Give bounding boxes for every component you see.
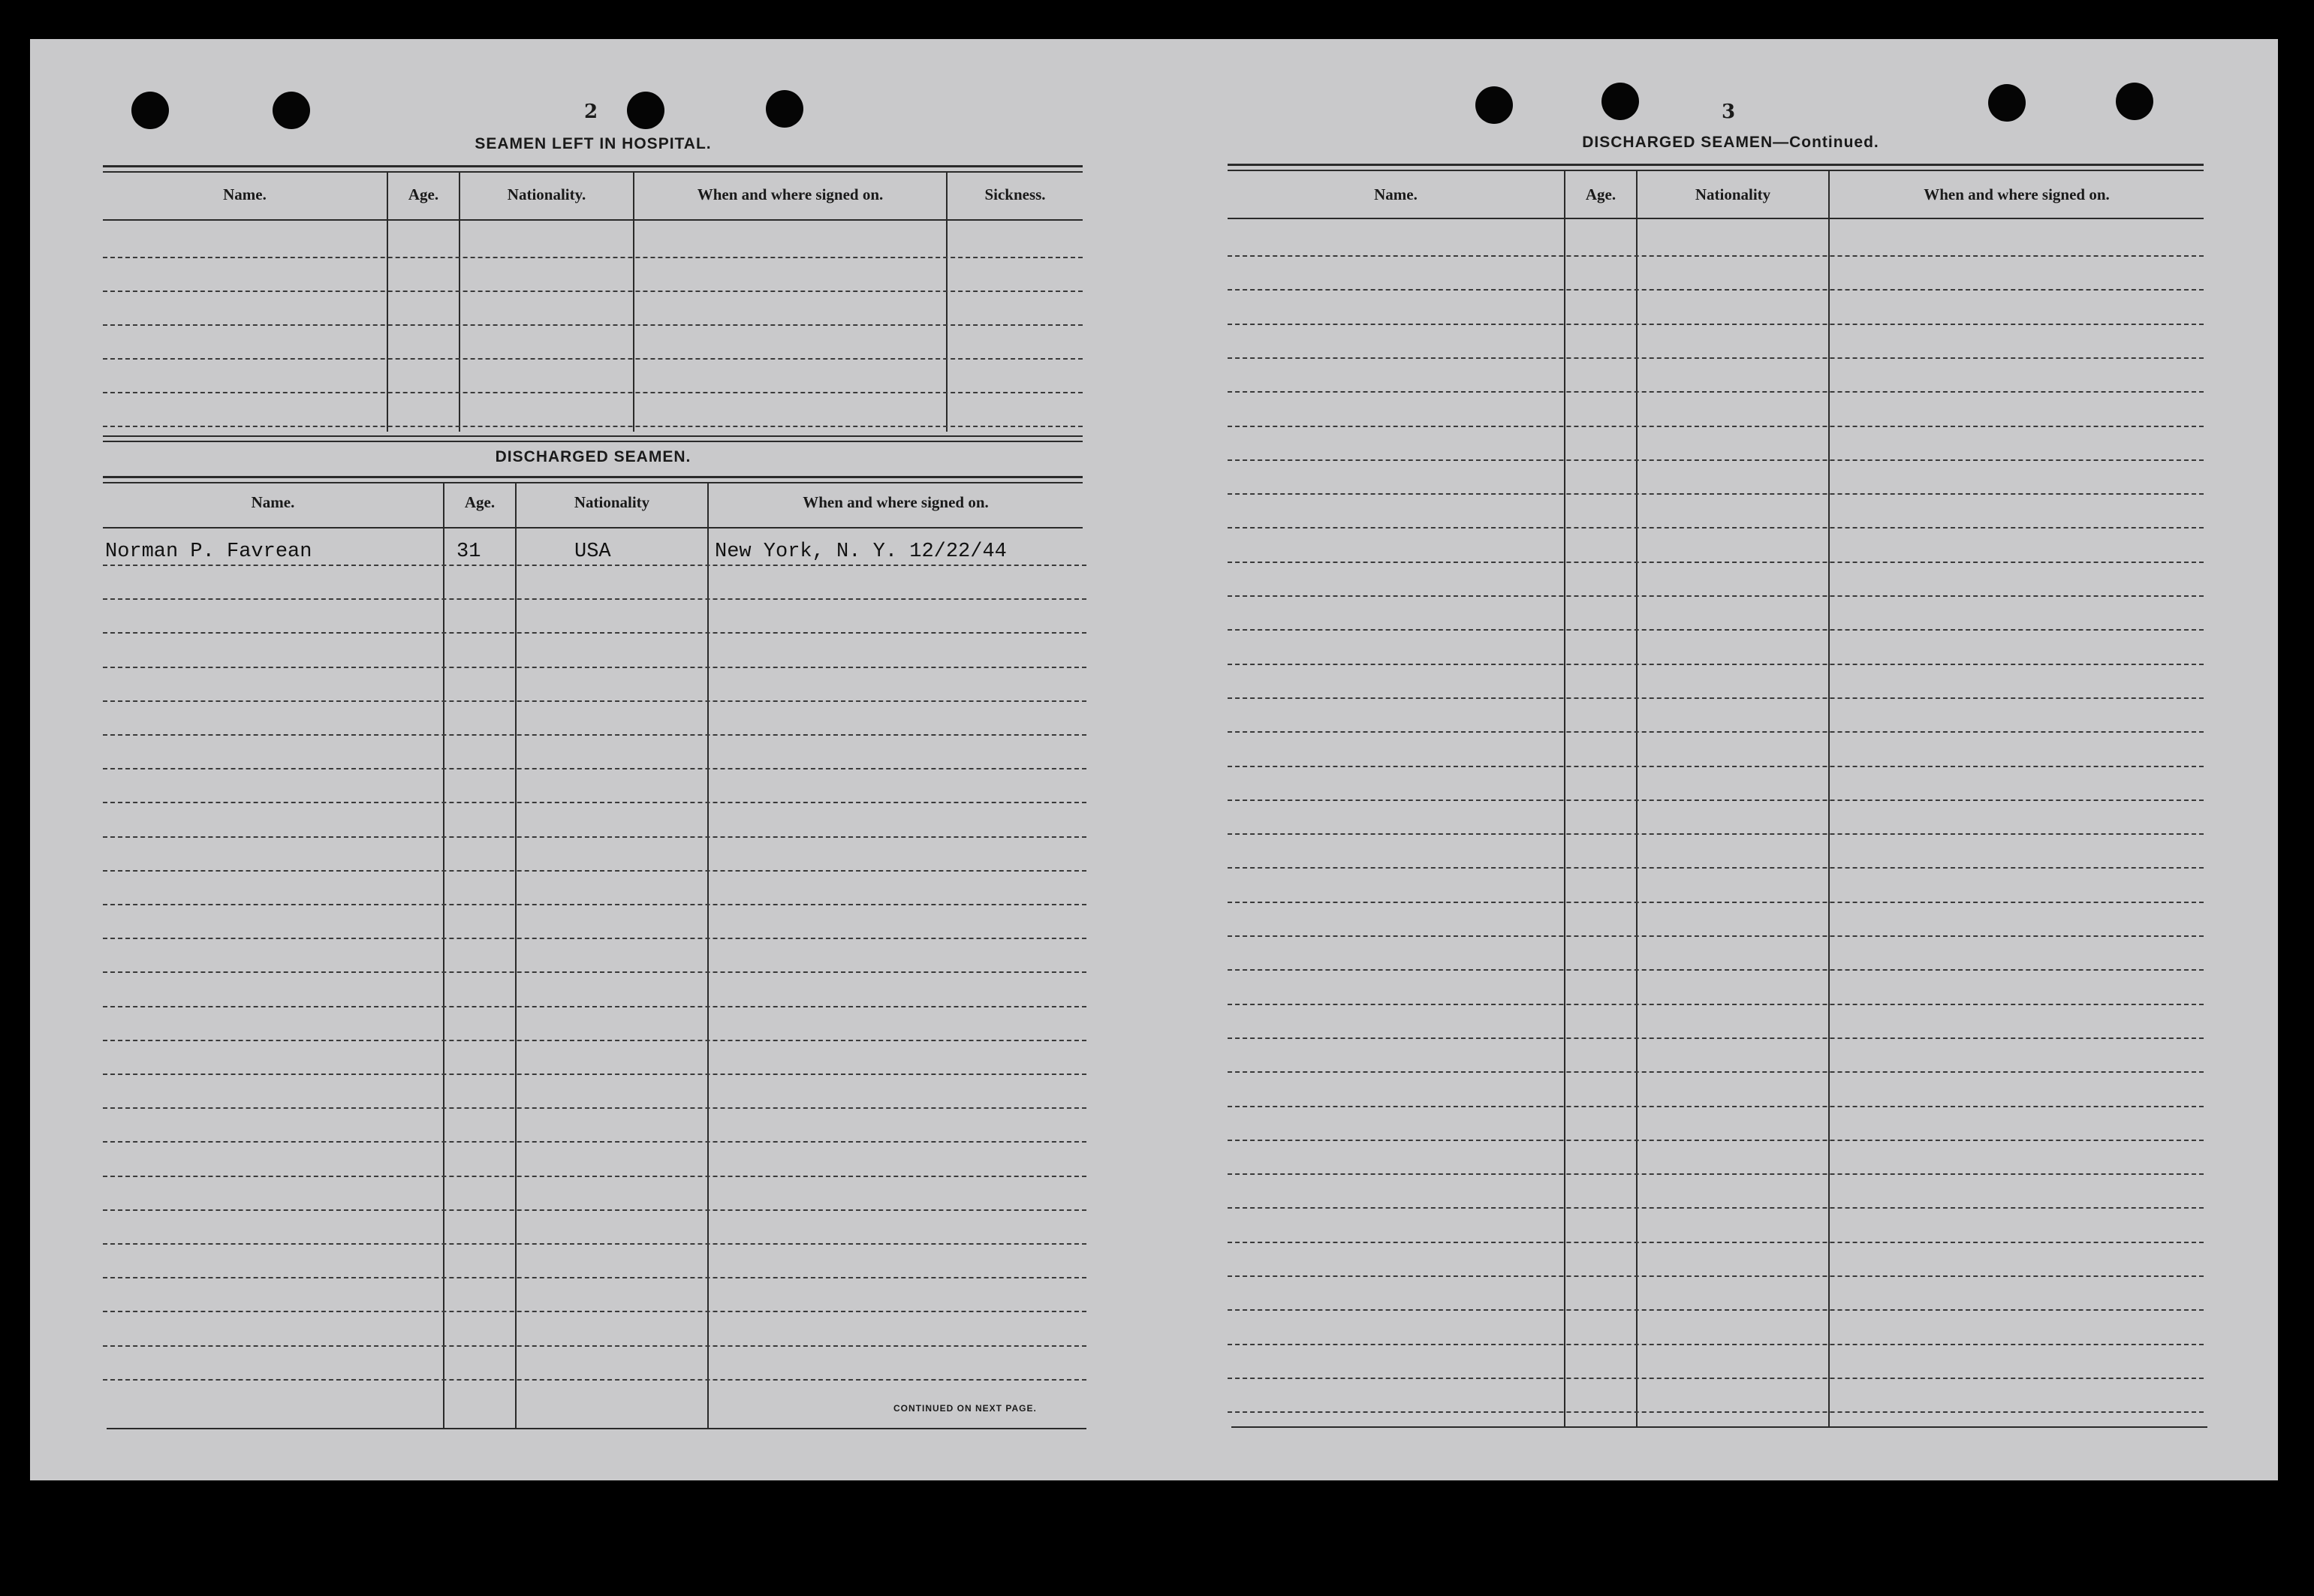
- rule: [103, 219, 1083, 221]
- entry-line: [103, 870, 1086, 872]
- seaman-signed-on: New York, N. Y. 12/22/44: [715, 541, 1007, 563]
- entry-line: [103, 291, 1083, 292]
- column-header-nationality: Nationality: [1695, 185, 1771, 203]
- column-header-age: Age.: [464, 493, 496, 511]
- entry-line: [103, 667, 1086, 668]
- entry-line: [103, 802, 1086, 803]
- entry-line: [1228, 1378, 2204, 1379]
- rule: [1228, 218, 2204, 219]
- column-header-age: Age.: [1585, 185, 1616, 203]
- column-divider: [443, 483, 444, 1428]
- discharged-continued-title: DISCHARGED SEAMEN—Continued.: [1582, 134, 1879, 151]
- entry-line: [103, 257, 1083, 258]
- entry-line: [1228, 969, 2204, 971]
- entry-line: [1228, 1344, 2204, 1345]
- entry-line: [103, 971, 1086, 973]
- entry-line: [1228, 1275, 2204, 1277]
- entry-line: [103, 565, 1086, 566]
- entry-line: [1228, 1106, 2204, 1107]
- entry-line: [1228, 1207, 2204, 1209]
- page-number: 2: [583, 101, 598, 123]
- entry-line: [1228, 357, 2204, 359]
- entry-line: [1228, 935, 2204, 937]
- entry-line: [1228, 697, 2204, 699]
- column-divider: [707, 483, 709, 1428]
- entry-line: [1228, 391, 2204, 393]
- entry-line: [103, 700, 1086, 702]
- entry-line: [103, 598, 1086, 600]
- entry-line: [103, 1176, 1086, 1177]
- rule: [103, 165, 1083, 167]
- entry-line: [1228, 664, 2204, 665]
- entry-line: [103, 1209, 1086, 1211]
- entry-line: [1228, 426, 2204, 427]
- entry-line: [1228, 766, 2204, 767]
- rule: [103, 441, 1083, 442]
- entry-line: [1228, 833, 2204, 835]
- form-sheet: [30, 39, 2278, 1480]
- entry-line: [103, 632, 1086, 634]
- entry-line: [1228, 1071, 2204, 1073]
- right-page: [1156, 39, 2278, 1480]
- entry-line: [1228, 1140, 2204, 1141]
- entry-line: [103, 1107, 1086, 1109]
- rule: [103, 476, 1083, 478]
- seaman-nationality: USA: [574, 541, 611, 563]
- rule: [107, 1428, 1086, 1429]
- entry-line: [1228, 867, 2204, 869]
- entry-line: [103, 768, 1086, 769]
- column-header-signed-on: When and where signed on.: [697, 185, 884, 203]
- column-divider: [515, 483, 517, 1428]
- column-header-signed-on: When and where signed on.: [803, 493, 989, 511]
- column-header-signed-on: When and where signed on.: [1924, 185, 2110, 203]
- page-number: 3: [1721, 101, 1736, 123]
- entry-line: [103, 938, 1086, 939]
- entry-line: [1228, 1411, 2204, 1413]
- entry-line: [103, 1141, 1086, 1143]
- entry-line: [103, 1379, 1086, 1381]
- column-header-age: Age.: [408, 185, 439, 203]
- column-header-sickness: Sickness.: [984, 185, 1046, 203]
- rule: [1231, 1426, 2207, 1428]
- entry-line: [1228, 1004, 2204, 1005]
- rule: [1228, 170, 2204, 171]
- column-header-name: Name.: [1374, 185, 1418, 203]
- entry-line: [1228, 800, 2204, 801]
- entry-line: [103, 836, 1086, 838]
- entry-line: [103, 426, 1083, 427]
- entry-line: [1228, 595, 2204, 597]
- entry-line: [1228, 1037, 2204, 1039]
- entry-line: [103, 1243, 1086, 1245]
- entry-line: [1228, 527, 2204, 528]
- entry-line: [103, 1345, 1086, 1347]
- column-header-nationality: Nationality: [574, 493, 650, 511]
- column-header-nationality: Nationality.: [507, 185, 586, 203]
- left-page: [30, 39, 1156, 1480]
- entry-line: [103, 324, 1083, 326]
- column-header-name: Name.: [223, 185, 267, 203]
- entry-line: [1228, 1242, 2204, 1243]
- rule: [103, 527, 1083, 528]
- entry-line: [103, 1074, 1086, 1075]
- column-header-name: Name.: [251, 493, 295, 511]
- rule: [103, 171, 1083, 173]
- entry-line: [103, 1040, 1086, 1041]
- entry-line: [1228, 493, 2204, 495]
- entry-line: [1228, 902, 2204, 903]
- entry-line: [1228, 324, 2204, 325]
- entry-line: [1228, 1173, 2204, 1175]
- entry-line: [1228, 255, 2204, 257]
- entry-line: [103, 1311, 1086, 1312]
- seaman-name: Norman P. Favrean: [105, 541, 312, 563]
- entry-line: [103, 392, 1083, 393]
- entry-line: [103, 1006, 1086, 1007]
- entry-line: [1228, 1309, 2204, 1311]
- continued-note: CONTINUED ON NEXT PAGE.: [893, 1403, 1037, 1414]
- entry-line: [103, 904, 1086, 905]
- entry-line: [103, 1277, 1086, 1278]
- seaman-age: 31: [456, 541, 481, 563]
- entry-line: [1228, 459, 2204, 461]
- rule: [1228, 164, 2204, 166]
- rule: [103, 482, 1083, 483]
- entry-line: [1228, 629, 2204, 631]
- entry-line: [103, 358, 1083, 360]
- hospital-section-title: SEAMEN LEFT IN HOSPITAL.: [475, 135, 712, 152]
- entry-line: [103, 734, 1086, 736]
- rule: [103, 435, 1083, 437]
- entry-line: [1228, 289, 2204, 291]
- discharged-section-title: DISCHARGED SEAMEN.: [495, 448, 691, 465]
- entry-line: [1228, 562, 2204, 563]
- entry-line: [1228, 731, 2204, 733]
